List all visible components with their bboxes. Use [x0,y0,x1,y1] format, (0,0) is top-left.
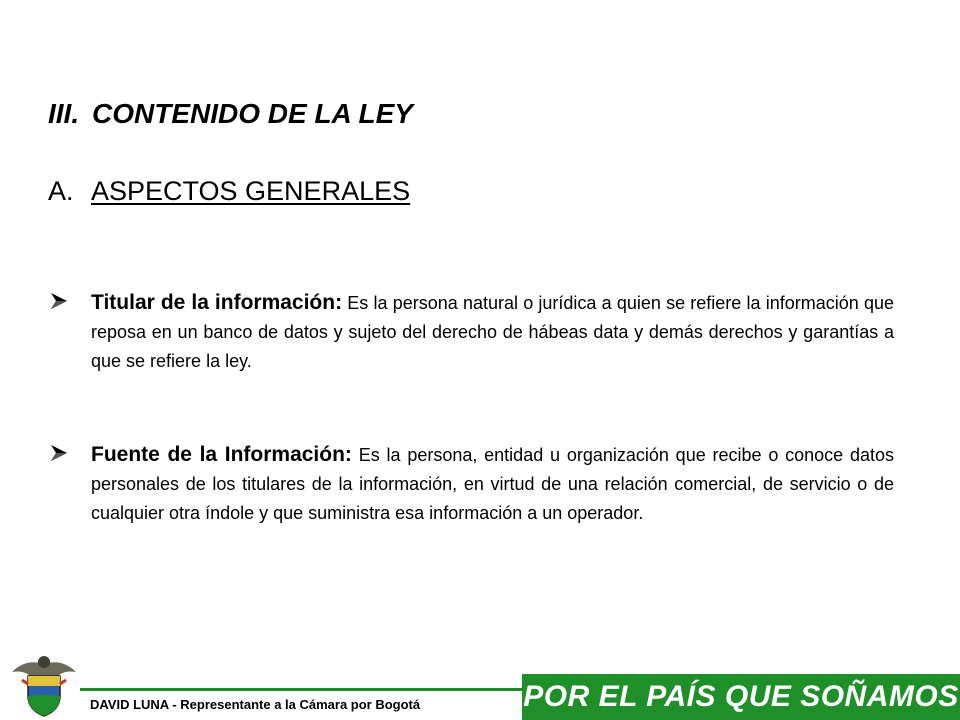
bullet-term: Titular de la información: [91,291,343,314]
slogan-banner: POR EL PAÍS QUE SOÑAMOS [522,674,960,720]
bullet-text: Es la persona, entidad u organización que recibe o conoce datos personales de los titulares de la información, en virtud de una relación comercial, de servicio o de cualquier otra índole y que suministra esa información a un operador. [91,445,895,523]
subsection-title: ASPECTOS GENERALES [91,176,411,206]
arrow-bullet-icon [48,442,70,464]
arrow-bullet-icon [48,290,70,312]
section-heading [48,98,413,130]
bullet-paragraph [91,440,894,528]
bullet-item [48,440,894,528]
bullet-paragraph [91,288,894,376]
bullet-term: Fuente de la Información: [91,443,352,466]
section-title: CONTENIDO DE LA LEY [92,98,413,129]
footer-divider [80,688,526,691]
subsection-heading [48,176,410,207]
subsection-number: A. [48,176,74,206]
bullet-item [48,288,894,376]
coat-of-arms-logo [8,650,80,720]
bullet-text: Es la persona natural o jurídica a quien se refiere la información que reposa en un banco de datos y sujeto del derecho de hábeas data y demás derechos y garantías a que se refiere la ley. [91,293,894,371]
footer-credit: DAVID LUNA - Representante a la Cámara por Bogotá [90,697,421,712]
section-number: III. [48,98,80,129]
